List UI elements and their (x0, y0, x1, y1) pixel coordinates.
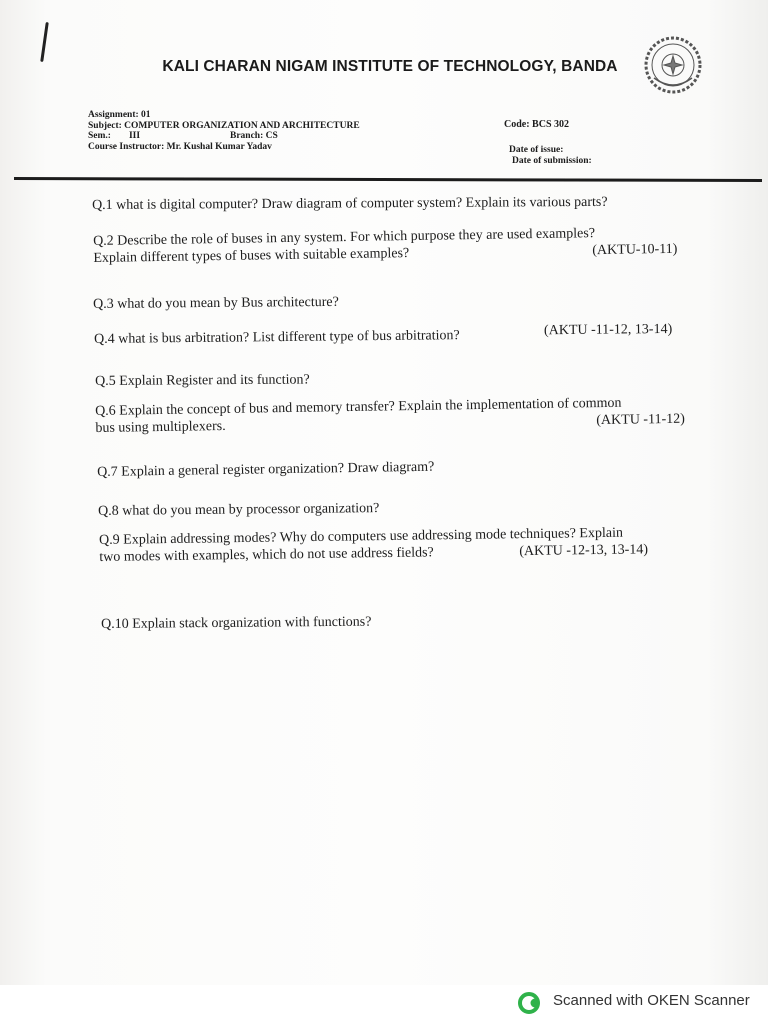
question-text-line: Q.3 what do you mean by Bus architecture? (93, 294, 339, 312)
aktu-reference: (AKTU -11-12, 13-14) (543, 321, 673, 339)
subject-line: Subject: COMPUTER ORGANIZATION AND ARCHITECTURE (88, 120, 360, 131)
date-of-issue: Date of issue: (509, 145, 564, 155)
assignment-meta (88, 110, 360, 152)
sem-value: III (128, 131, 141, 141)
sem-label: Sem.: (88, 131, 111, 141)
aktu-reference: (AKTU -11-12) (596, 411, 685, 429)
question-text-line: Q.8 what do you mean by processor organization? (98, 501, 380, 519)
institute-title: KALI CHARAN NIGAM INSTITUTE OF TECHNOLOGY, BANDA (162, 58, 618, 75)
question-5 (95, 372, 310, 390)
question-text-line: Q.7 Explain a general register organization? Draw diagram? (97, 459, 435, 480)
course-code: Code: BCS 302 (504, 119, 570, 130)
aktu-reference: (AKTU -12-13, 13-14) (519, 542, 649, 560)
question-text-line: Q.5 Explain Register and its function? (95, 372, 310, 389)
aktu-reference: (AKTU-10-11) (592, 241, 678, 259)
question-10 (101, 614, 371, 633)
question-8 (98, 500, 379, 520)
question-text-line: Q.6 Explain the concept of bus and memory transfer? Explain the implementation of common (95, 395, 622, 419)
question-text-line: Q.4 what is bus arbitration? List different type of bus arbitration? (94, 328, 460, 347)
question-text-line: Q.9 Explain addressing modes? Why do computers use addressing mode techniques? Explain (99, 525, 624, 548)
question-text-line: Q.2 Describe the role of buses in any system. For which purpose they are used examples? (93, 226, 596, 249)
question-text-line: two modes with examples, which do not use address fields? (99, 545, 434, 565)
dates-block (509, 145, 592, 166)
date-of-submission: Date of submission: (512, 155, 592, 166)
instructor-line: Course Instructor: Mr. Kushal Kumar Yadav (88, 141, 272, 152)
question-text-line: bus using multiplexers. (95, 418, 226, 436)
branch-label: Branch: CS (230, 131, 278, 141)
question-3 (93, 294, 339, 313)
question-text-line: Q.10 Explain stack organization with functions? (101, 614, 372, 632)
oken-scanner-logo-icon (518, 991, 542, 1015)
question-text-line: Q.1 what is digital computer? Draw diagram of computer system? Explain its various parts? (92, 194, 608, 213)
sem-branch-row (88, 131, 360, 142)
scanner-watermark-text: Scanned with OKEN Scanner (553, 992, 750, 1009)
assignment-number: Assignment: 01 (88, 110, 151, 120)
question-text-line: Explain different types of buses with suitable examples? (93, 246, 410, 266)
institute-seal-logo (642, 34, 704, 96)
question-1 (92, 194, 608, 214)
